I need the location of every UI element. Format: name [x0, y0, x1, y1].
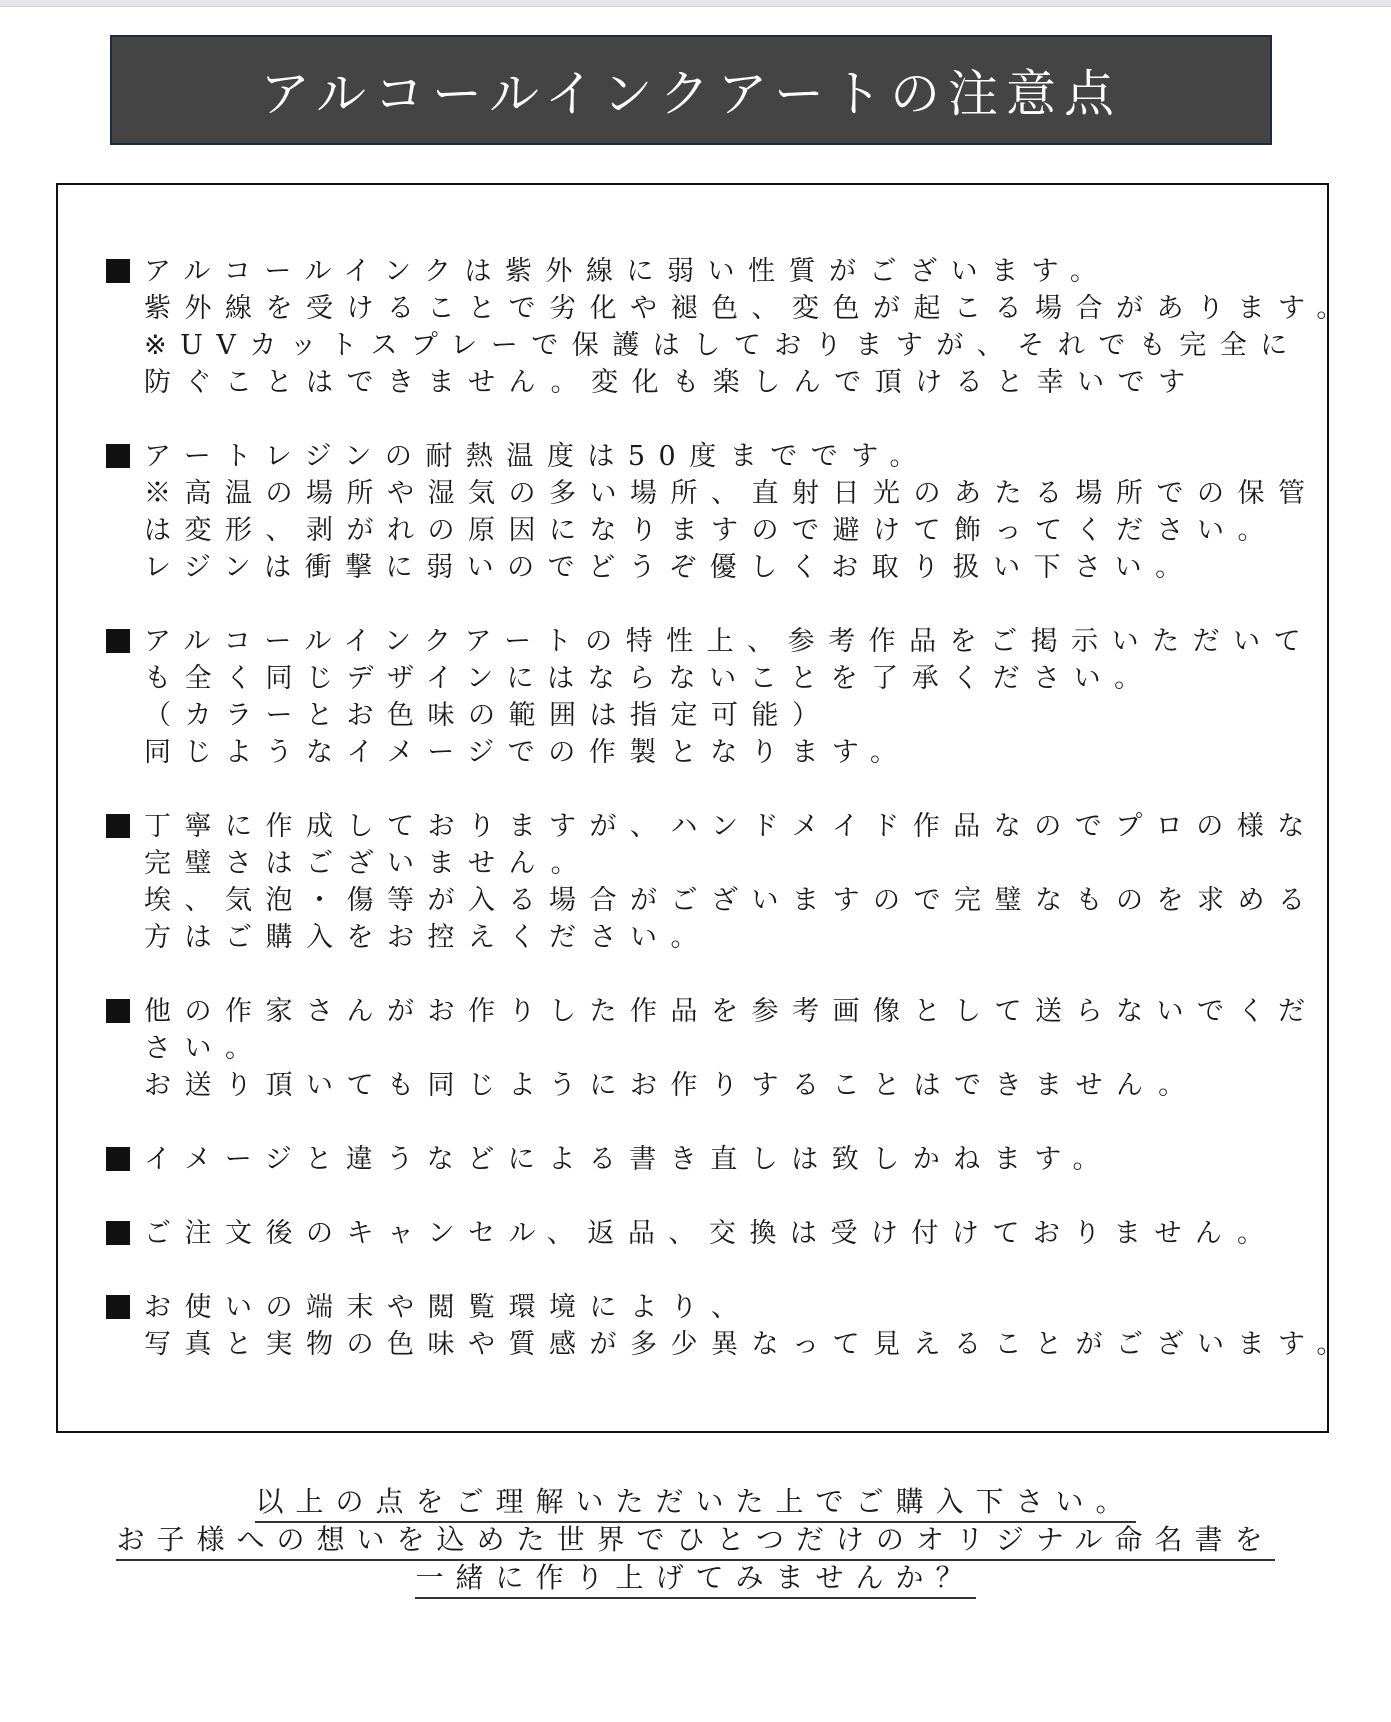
notice-lines [144, 993, 1319, 1104]
square-bullet-icon [106, 999, 130, 1023]
notice-line: 紫外線を受けることで劣化や褪色、変色が起こる場合があります。 [144, 293, 1357, 324]
notice-item-cancel [106, 1215, 1306, 1252]
notice-item-handmade [106, 808, 1319, 956]
notice-lines [144, 1215, 1277, 1252]
notice-lines [144, 1141, 1113, 1178]
square-bullet-icon [106, 1147, 130, 1171]
notice-list [106, 253, 1357, 1400]
notice-line: も全く同じデザインにはならないことを了承ください。 [144, 663, 1155, 694]
square-bullet-icon [106, 814, 130, 838]
notice-line: 丁寧に作成しておりますが、ハンドメイド作品なのでプロの様な [144, 811, 1318, 842]
notice-lines [144, 253, 1357, 401]
notice-lines [144, 438, 1319, 586]
title-banner [110, 35, 1272, 145]
notice-line: アルコールインクアートの特性上、参考作品をご掲示いただいて [144, 626, 1315, 657]
notice-line: アートレジンの耐熱温度は50度までです。 [144, 441, 931, 472]
notice-line: ※高温の場所や湿気の多い場所、直射日光のあたる場所での保管 [144, 478, 1319, 509]
closing-message [0, 1483, 1391, 1597]
closing-line: 以上の点をご理解いただいた上でご購入下さい。 [255, 1483, 1135, 1523]
notice-line: お送り頂いても同じようにお作りすることはできません。 [144, 1070, 1199, 1101]
notice-item-design [106, 623, 1315, 771]
square-bullet-icon [106, 444, 130, 468]
notice-lines [144, 1289, 1357, 1363]
notice-item-rewrite [106, 1141, 1306, 1178]
page-title: アルコールインクアートの注意点 [260, 65, 1122, 123]
notice-line: 他の作家さんがお作りした作品を参考画像として送らないでくだ [144, 996, 1319, 1027]
notice-item-resin [106, 438, 1319, 586]
notice-line: 方はご購入をお控えください。 [144, 922, 711, 953]
notice-line: お使いの端末や閲覧環境により、 [144, 1292, 752, 1323]
notice-lines [144, 808, 1319, 956]
notice-item-display [106, 1289, 1357, 1363]
notice-line: 同じようなイメージでの作製となります。 [144, 737, 911, 768]
notice-line: 完璧さはございません。 [144, 848, 592, 879]
square-bullet-icon [106, 629, 130, 653]
closing-line: 一緒に作り上げてみませんか？ [415, 1559, 975, 1599]
notice-line: ご注文後のキャンセル、返品、交換は受け付けておりません。 [144, 1218, 1278, 1249]
notice-box [56, 183, 1357, 1433]
notice-item-reference [106, 993, 1319, 1104]
notice-line: 写真と実物の色味や質感が多少異なって見えることがございます。 [144, 1329, 1357, 1360]
notice-line: ※UVカットスプレーで保護はしておりますが、それでも完全に [144, 330, 1301, 361]
notice-line: アルコールインクは紫外線に弱い性質がございます。 [144, 256, 1111, 287]
notice-line: レジンは衝撃に弱いのでどうぞ優しくお取り扱い下さい。 [144, 552, 1196, 583]
closing-line: お子様への想いを込めた世界でひとつだけのオリジナル命名書を [116, 1521, 1274, 1561]
notice-line: さい。 [144, 1033, 266, 1064]
square-bullet-icon [106, 259, 130, 283]
notice-lines [144, 623, 1314, 771]
square-bullet-icon [106, 1295, 130, 1319]
notice-line: （カラーとお色味の範囲は指定可能） [144, 700, 833, 731]
notice-line: イメージと違うなどによる書き直しは致しかねます。 [144, 1144, 1114, 1175]
notice-line: 防ぐことはできません。変化も楽しんで頂けると幸いです [144, 367, 1199, 398]
square-bullet-icon [106, 1221, 130, 1245]
notice-line: 埃、気泡・傷等が入る場合がございますので完璧なものを求める [144, 885, 1319, 916]
notice-item-uv [106, 253, 1357, 401]
top-bar [0, 0, 1391, 7]
notice-line: は変形、剥がれの原因になりますので避けて飾ってください。 [144, 515, 1278, 546]
